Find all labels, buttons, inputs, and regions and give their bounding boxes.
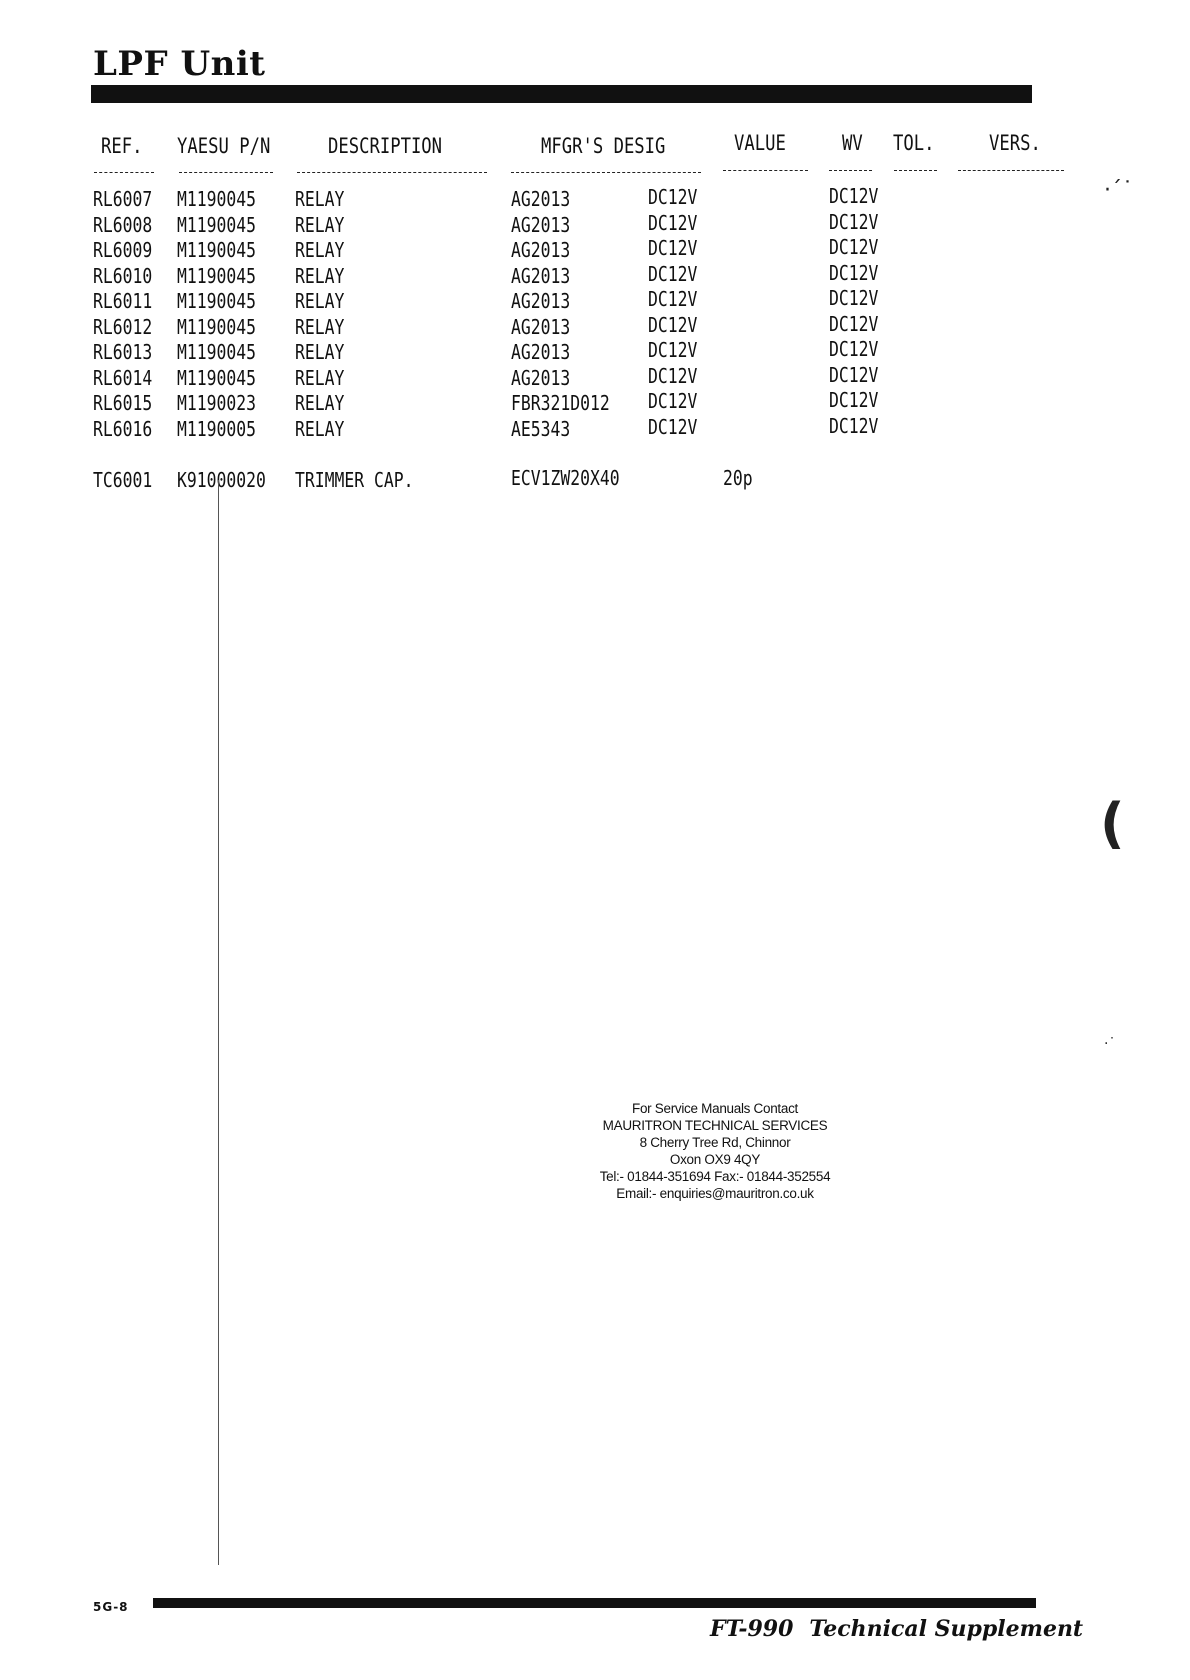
cell-wv: DC12V <box>829 235 879 259</box>
cell-description: RELAY <box>295 365 345 390</box>
cell-ref: RL6015 <box>93 391 153 415</box>
cell-wv: DC12V <box>829 413 879 438</box>
cell-yaesu-pn: M1190045 <box>177 187 256 211</box>
cell-mfgr-desig: FBR321D012 <box>511 391 610 415</box>
cell-value: DC12V <box>648 414 698 439</box>
cell-ref: RL6010 <box>93 263 153 288</box>
cell-ref: RL6014 <box>93 365 153 390</box>
cell-mfgr-desig: AG2013 <box>511 289 571 313</box>
cell-value: DC12V <box>648 210 698 235</box>
cell-value: DC12V <box>648 236 698 260</box>
cell-value: DC12V <box>648 287 698 311</box>
cell-value: 20p <box>723 466 753 490</box>
cell-ref: RL6012 <box>93 314 153 339</box>
cell-mfgr-desig: AG2013 <box>511 238 571 262</box>
header-wv: WV <box>842 131 863 155</box>
cell-mfgr-desig: ECV1ZW20X40 <box>511 466 620 490</box>
cell-value: DC12V <box>648 389 698 413</box>
header-ref: REF. <box>101 134 143 158</box>
cell-value: DC12V <box>648 261 698 286</box>
cell-yaesu-pn: M1190023 <box>177 391 256 415</box>
page-title: LPF Unit <box>93 44 266 84</box>
cell-mfgr-desig: AE5343 <box>511 416 571 441</box>
vertical-rule <box>218 480 219 1565</box>
cell-wv: DC12V <box>829 209 879 234</box>
scan-punch-mark: ·˙ <box>1104 1036 1116 1052</box>
binder-hole-mark: ( <box>1100 792 1125 855</box>
header-value: VALUE <box>734 131 786 155</box>
header-tol: TOL. <box>893 131 935 155</box>
underline-value <box>723 170 808 171</box>
title-rule <box>91 85 1032 103</box>
footer-title <box>710 1616 1083 1642</box>
underline-yaesu-pn <box>179 172 273 173</box>
cell-ref: TC6001 <box>93 468 153 492</box>
cell-yaesu-pn: M1190005 <box>177 416 256 441</box>
underline-ref <box>94 172 154 173</box>
footer-rule <box>153 1598 1036 1608</box>
cell-ref: RL6009 <box>93 238 153 262</box>
cell-description: RELAY <box>295 187 345 211</box>
cell-value: DC12V <box>648 363 698 388</box>
cell-yaesu-pn: M1190045 <box>177 340 256 364</box>
cell-wv: DC12V <box>829 362 879 387</box>
cell-yaesu-pn: M1190045 <box>177 238 256 262</box>
contact-line: 8 Cherry Tree Rd, Chinnor <box>639 1135 791 1150</box>
cell-value: DC12V <box>648 185 698 209</box>
cell-mfgr-desig: AG2013 <box>511 365 571 390</box>
cell-description: RELAY <box>295 238 345 262</box>
cell-description: RELAY <box>295 416 345 441</box>
cell-mfgr-desig: AG2013 <box>511 340 571 364</box>
cell-yaesu-pn: M1190045 <box>177 212 256 237</box>
cell-yaesu-pn: M1190045 <box>177 263 256 288</box>
cell-yaesu-pn: M1190045 <box>177 365 256 390</box>
contact-line: MAURITRON TECHNICAL SERVICES <box>602 1118 828 1133</box>
footer-doc-title: Technical Supplement <box>809 1616 1084 1642</box>
cell-wv: DC12V <box>829 311 879 336</box>
cell-mfgr-desig: AG2013 <box>511 187 571 211</box>
contact-line: Tel:- 01844-351694 Fax:- 01844-352554 <box>599 1169 831 1184</box>
header-description: DESCRIPTION <box>328 134 443 158</box>
cell-wv: DC12V <box>829 388 879 412</box>
underline-tol <box>894 170 937 171</box>
cell-yaesu-pn: M1190045 <box>177 289 256 313</box>
cell-description: RELAY <box>295 340 345 364</box>
cell-description: RELAY <box>295 263 345 288</box>
header-yaesu-pn: YAESU P/N <box>177 134 271 158</box>
page-number: 5G-8 <box>93 1600 129 1614</box>
header-mfgr-desig: MFGR'S DESIG <box>541 134 666 158</box>
cell-ref: RL6016 <box>93 416 153 441</box>
cell-ref: RL6008 <box>93 212 153 237</box>
cell-wv: DC12V <box>829 337 879 361</box>
cell-ref: RL6011 <box>93 289 153 313</box>
cell-ref: RL6013 <box>93 340 153 364</box>
contact-line: Oxon OX9 4QY <box>669 1152 761 1167</box>
cell-description: RELAY <box>295 212 345 237</box>
cell-mfgr-desig: AG2013 <box>511 314 571 339</box>
cell-value: DC12V <box>648 312 698 337</box>
cell-yaesu-pn: M1190045 <box>177 314 256 339</box>
cell-wv: DC12V <box>829 260 879 285</box>
contact-line: For Service Manuals Contact <box>632 1101 798 1116</box>
footer-model: FT-990 <box>710 1616 794 1642</box>
cell-ref: RL6007 <box>93 187 153 211</box>
cell-description: RELAY <box>295 289 345 313</box>
underline-vers <box>958 170 1064 171</box>
underline-description <box>297 172 487 173</box>
scan-punch-mark: ·ˊ˙ <box>1104 178 1133 203</box>
underline-wv <box>829 170 872 171</box>
cell-value: DC12V <box>648 338 698 362</box>
header-vers: VERS. <box>989 131 1041 155</box>
cell-description: RELAY <box>295 391 345 415</box>
cell-mfgr-desig: AG2013 <box>511 263 571 288</box>
contact-line: Email:- enquiries@mauritron.co.uk <box>616 1186 814 1201</box>
service-contact-stamp <box>565 1100 865 1202</box>
cell-wv: DC12V <box>829 184 879 208</box>
cell-wv: DC12V <box>829 286 879 310</box>
cell-description: RELAY <box>295 314 345 339</box>
cell-mfgr-desig: AG2013 <box>511 212 571 237</box>
cell-yaesu-pn: K91000020 <box>177 468 266 492</box>
cell-description: TRIMMER CAP. <box>295 468 414 492</box>
underline-mfgr-desig <box>511 172 701 173</box>
